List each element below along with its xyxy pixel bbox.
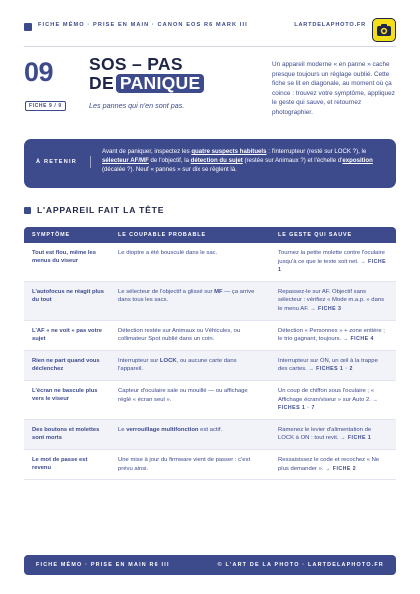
page-title bbox=[89, 55, 204, 93]
retenir-divider bbox=[90, 156, 91, 168]
fiche-ref: → FICHES 1 · 7 bbox=[278, 396, 379, 412]
title-line-2 bbox=[89, 74, 204, 93]
fiche-ref: → FICHE 3 bbox=[310, 305, 342, 312]
section-title: L'APPAREIL FAIT LA TÊTE bbox=[37, 205, 165, 215]
cause-cell: Interrupteur sur LOCK, ou aucune carte dans l'appareil. bbox=[118, 357, 237, 373]
retenir-label: À RETENIR bbox=[36, 159, 77, 165]
fix-cell: Un coup de chiffon sous l'oculaire ; « Affichage écran/viseur » sur Auto 2. → FICHES 1 · 7 bbox=[278, 387, 379, 412]
camera-logo-icon bbox=[374, 20, 394, 40]
cause-cell: Détection restée sur Animaux ou Véhicules, ou collimateur Spot oublié dans un coin. bbox=[118, 327, 241, 343]
retenir-box bbox=[24, 139, 396, 188]
logo bbox=[372, 18, 396, 42]
cause-cell: Le dioptre a été bousculé dans le sac. bbox=[118, 250, 218, 256]
table-row bbox=[24, 381, 396, 420]
troubleshoot-table bbox=[24, 227, 396, 480]
table-row bbox=[24, 450, 396, 480]
table-header bbox=[24, 227, 396, 243]
symptom-cell: L'autofocus ne réagit plus du tout bbox=[32, 288, 104, 304]
fix-cell: Interrupteur sur ON, un œil à la trappe des cartes. → FICHES 1 · 2 bbox=[278, 357, 378, 373]
fiche-ref: → FICHE 4 bbox=[342, 336, 374, 343]
symptom-cell: Des boutons et molettes sont morts bbox=[32, 426, 100, 442]
exposition-highlight: exposition bbox=[342, 157, 373, 165]
page-subtitle: Les pannes qui n'en sont pas. bbox=[89, 101, 185, 110]
site-url[interactable]: LARTDELAPHOTO.FR bbox=[294, 22, 366, 28]
bullet-square-icon bbox=[24, 23, 32, 31]
cause-cell: Capteur d'oculaire sale ou mouillé — ou affichage réglé « écran seul ». bbox=[118, 387, 248, 403]
title-highlight: PANIQUE bbox=[116, 74, 205, 93]
bullet-square-icon bbox=[24, 207, 31, 214]
header-cause: LE COUPABLE PROBABLE bbox=[118, 232, 206, 238]
title-line-1: SOS – PAS bbox=[89, 54, 183, 74]
fiche-ref: → FICHE 1 bbox=[278, 258, 387, 274]
symptom-cell: Le mot de passe est revenu bbox=[32, 456, 88, 472]
intro-paragraph: Un appareil moderne « en panne » cache presque toujours un réglage oublié. Cette fiche se lit en diagonale, au moment où ça coince : trouvez votre symptôme, appliquez le geste qui sauve, et retournez photographier. bbox=[272, 61, 395, 116]
fiche-ref: → FICHES 1 · 2 bbox=[308, 366, 353, 373]
symptom-cell: Rien ne part quand vous déclenchez bbox=[32, 357, 100, 373]
fix-cell: Ressaisissez le code et recochez « Ne plus demander ». → FICHE 2 bbox=[278, 456, 380, 472]
fix-cell: Tournez la petite molette contre l'oculaire jusqu'à ce que le texte soit net. → FICHE 1 bbox=[278, 250, 387, 274]
footer-bar bbox=[24, 555, 396, 575]
fix-cell: Repassez-le sur AF. Objectif sans sélecteur : vérifiez « Mode m.a.p. » dans le menu AF. → FICHE 3 bbox=[278, 288, 385, 312]
breadcrumb: FICHE MÉMO · PRISE EN MAIN · CANON EOS R6 MARK III bbox=[38, 22, 248, 28]
fix-cell: Ramenez le levier d'alimentation de LOCK à ON : tout revit. → FICHE 1 bbox=[278, 426, 372, 442]
cause-cell: Le sélecteur de l'objectif a glissé sur MF — ça arrive dans tous les sacs. bbox=[118, 288, 255, 304]
table-row bbox=[24, 321, 396, 351]
table-row bbox=[24, 420, 396, 450]
fiche-ref: → FICHE 2 bbox=[325, 465, 357, 472]
cause-cell: Le verrouillage multifonction est actif. bbox=[118, 426, 223, 433]
fiche-tag: FICHE 9 / 9 bbox=[25, 101, 66, 111]
fix-cell: Détection « Personnes » + zone entière ; le trio gagnant, toujours. → FICHE 4 bbox=[278, 327, 385, 343]
header-symptom: SYMPTÔME bbox=[32, 232, 71, 238]
header-divider bbox=[24, 46, 396, 47]
symptom-cell: Tout est flou, même les menus du viseur bbox=[32, 250, 96, 265]
footer-right: © L'ART DE LA PHOTO · LARTDELAPHOTO.FR bbox=[217, 562, 384, 568]
detection-highlight: détection du sujet bbox=[190, 157, 243, 165]
symptom-cell: L'écran ne bascule plus vers le viseur bbox=[32, 387, 98, 403]
title-prefix: DE bbox=[89, 73, 114, 93]
top-bar bbox=[24, 18, 396, 48]
cause-cell: Une mise à jour du firmware vient de passer : c'est prévu ainsi. bbox=[118, 456, 251, 472]
fiche-ref: → FICHE 1 bbox=[340, 435, 372, 442]
fiche-number: 09 bbox=[24, 57, 54, 87]
footer-left: FICHE MÉMO · PRISE EN MAIN R6 III bbox=[36, 562, 170, 568]
symptom-cell: L'AF « ne voit » pas votre sujet bbox=[32, 327, 102, 342]
table-row bbox=[24, 351, 396, 381]
retenir-text: Avant de paniquer, inspectez les quatre suspects habituels : l'interrupteur (resté sur LOCK ?), le sélecteur AF/MF de l'objectif, la détection du sujet (restée sur Animaux ?) et l'échelle d'exposition (décalée ?). Neuf « pannes » sur dix se règlent là. bbox=[102, 148, 373, 174]
header-fix: LE GESTE QUI SAUVE bbox=[278, 232, 353, 238]
table-row bbox=[24, 282, 396, 321]
af-mf-highlight: sélecteur AF/MF bbox=[102, 157, 149, 165]
table-row bbox=[24, 243, 396, 282]
suspects-highlight: quatre suspects habituels bbox=[191, 148, 267, 155]
